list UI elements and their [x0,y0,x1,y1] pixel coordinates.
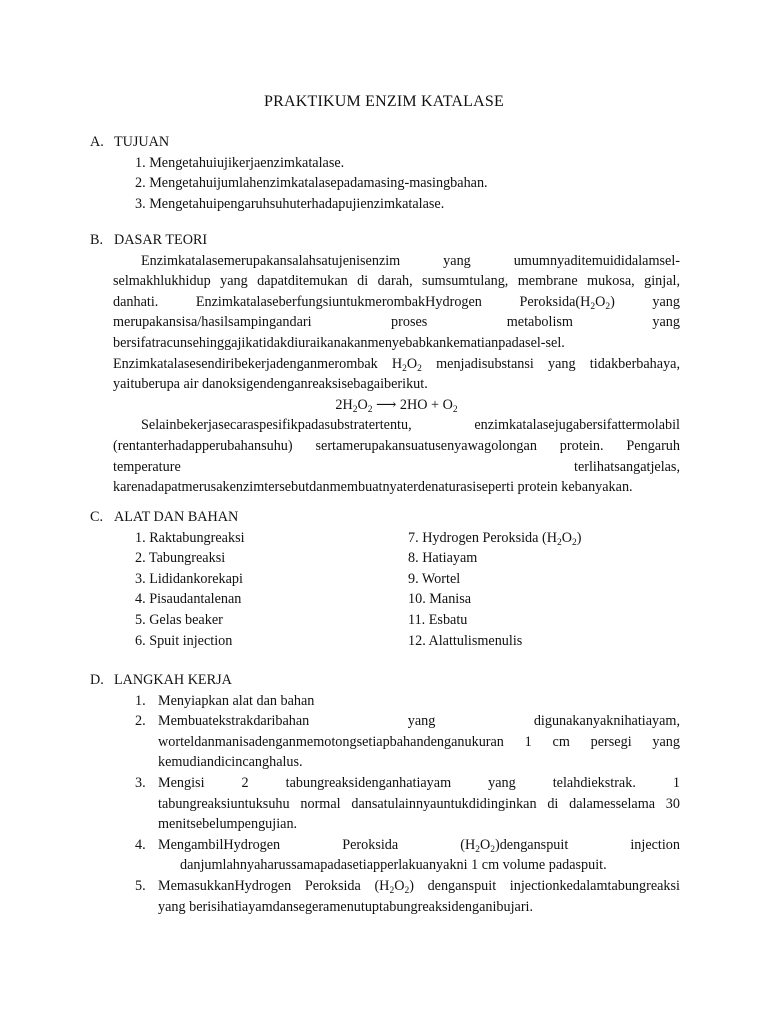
subscript: 2 [605,301,611,312]
step-number: 4. [135,836,146,853]
step-item: 4. MengambilHydrogen Peroksida $(H_2O_2)denganspuit$ injection danjumlahnyaharussamapadasetiapperlakuanyakni 1 cm volume padaspuit. [135,836,680,874]
steps-list [90,691,680,918]
list-item: 3. Lididankorekapi [135,570,243,587]
text-line: menitsebelumpengujian. [158,816,298,833]
list-item: 10. Manisa [408,591,472,608]
section-title: LANGKAH KERJA [114,672,232,688]
section-heading-dasar-teori [90,230,680,251]
section-heading-alat-bahan [90,507,680,528]
text-line: menjadisubstansi yang tidakberbahaya, [436,355,681,372]
text-line: ) denganspuit injectionkedalamtabungreaksi [409,877,680,894]
text-line: yang berisihatiayamdansegeramenutuptabungreaksidenganibujari. [158,898,534,915]
step-item [135,711,680,773]
list-item: 5. Gelas beaker [135,611,223,628]
subscript: 2 [402,363,407,374]
section-tujuan [90,132,680,214]
list-item: 3. Mengetahuipengaruhsuhuterhadapujienzimkatalase. [135,195,445,212]
section-title: DASAR TEORI [114,232,208,248]
tujuan-list [90,153,680,215]
text-line: Membuatekstrakdaribahan yang digunakanyaknihatiayam, [158,713,680,730]
tools-list [135,528,245,652]
section-letter: B. [90,232,104,248]
list-item: 2. Mengetahuijumlahenzimkatalasepadamasing-masingbahan. [135,175,488,192]
section-letter: D. [90,672,104,688]
paragraph-temperature [90,415,680,497]
section-letter: A. [90,134,104,150]
section-heading-langkah-kerja [90,670,680,691]
text-line: MengambilHydrogen Peroksida (H [158,836,476,853]
list-item: 12. Alattulismenulis [408,632,523,649]
subscript: 2 [417,363,422,374]
text-line: tabungreaksiuntuksuhu normal dansatulainnyauntukdidinginkan di dalamesselama 30 [158,795,680,812]
text-line: kemudiandicincanghalus. [158,754,303,771]
text-line: worteldanmanisadenganmemotongsetiapbahandenganukuran 1 cm persegi yang [158,733,680,750]
materials-list [408,528,581,652]
step-number: 3. [135,774,146,791]
section-title: ALAT DAN BAHAN [114,509,239,525]
page-title: PRAKTIKUM ENZIM KATALASE [264,93,504,110]
step-item [135,691,680,712]
paragraph-definition: Enzimkatalasemerupakansalahsatujenisenzim yang umumnyaditemuididalamsel- selmakhlukhidup yang dapatditemukan di darah, sumsumtulang, membrane mukosa, ginjal, danhati. EnzimkatalaseberfungsiuntukmerombakHydrogen $Peroksida(H_2O_2)$ yang merupakansisa/hasilsampingandari proses metabolism yang bersifatracunsehinggajikatidakdiuraikanakanmenyebabkankematianpadasel-sel. Enzimkatalasesendiribekerjadenganmerombak $H_2O_2$ menjadisubstansi yang tidakberbahaya, yaituberupa air danoksigendenganreaksisebagaiberikut. [113,252,681,393]
section-letter: C. [90,509,104,525]
section-heading-tujuan [90,132,680,153]
subscript: 2 [590,301,596,312]
list-item: 9. Wortel [408,570,461,587]
reaction-equation: $2H_2O_2$ ⟶ $2HO + O_2$ [335,396,458,415]
text-line: )denganspuit injection [494,836,680,853]
text-line: Enzimkatalasesendiribekerjadenganmerombak H [113,355,403,372]
list-item: 4. Pisaudantalenan [135,591,242,608]
text-line: danjumlahnyaharussamapadasetiapperlakuanyakni 1 cm volume padaspuit. [180,857,607,874]
list-item: 6. Spuit injection [135,632,233,649]
section-dasar-teori [90,230,680,498]
text-line: karenadapatmerusakenzimtersebutdanmembuatnyaterdenaturasiseperti protein kebanyakan. [113,479,633,496]
text-line: selmakhlukhidup yang dapatditemukan di darah, sumsumtulang, membrane mukosa, ginjal, [113,273,680,290]
list-item: 2. Tabungreaksi [135,550,226,567]
text-line: Menyiapkan alat dan bahan [158,692,315,709]
text-line: MemasukkanHydrogen Peroksida (H [158,877,390,894]
step-number: 1. [135,692,146,709]
text-line: ) yang [610,293,680,310]
list-item: 1. Raktabungreaksi [135,529,245,546]
section-title: TUJUAN [114,134,170,150]
section-alat-bahan [90,507,680,652]
reaction-arrow: ⟶ [376,396,397,413]
list-item: 8. Hatiayam [408,550,478,567]
step-item: 5. MemasukkanHydrogen Peroksida $(H_2O_2)$ denganspuit injectionkedalamtabungreaksi yang berisihatiayamdansegeramenutuptabungreaksidenganibujari. [135,877,680,915]
text-line: yaituberupa air danoksigendenganreaksisebagaiberikut. [113,376,428,393]
step-number: 2. [135,713,146,730]
section-langkah-kerja [90,670,680,917]
materials-columns [90,528,680,652]
text-line: bersifatracunsehinggajikatidakdiuraikanakanmenyebabkankematianpadasel-sel. [113,334,565,351]
text-line: danhati. EnzimkatalaseberfungsiuntukmerombakHydrogen Peroksida(H [113,293,591,310]
text-line: Enzimkatalasemerupakansalahsatujenisenzim yang umumnyaditemuididalamsel- [141,252,680,269]
text-line: Selainbekerjasecaraspesifikpadasubstratertentu, enzimkatalasejugabersifattermolabil [141,417,680,434]
text-line: Mengisi 2 tabungreaksidenganhatiayam yang telahdiekstrak. 1 [158,774,680,791]
list-item: 1. Mengetahuiujikerjaenzimkatalase. [135,154,345,171]
list-item: 7. Hydrogen Peroksida $(H_2O_2)$ [408,529,582,548]
step-number: 5. [135,877,146,894]
text-line: (rentanterhadapperubahansuhu) sertamerupakansuatusenyawagolongan protein. Pengaruh [113,437,680,454]
text-line: temperature terlihatsangatjelas, [113,458,680,475]
step-item [135,773,680,835]
list-item: 11. Esbatu [408,611,468,628]
text-line: merupakansisa/hasilsampingandari proses metabolism yang [113,314,680,331]
